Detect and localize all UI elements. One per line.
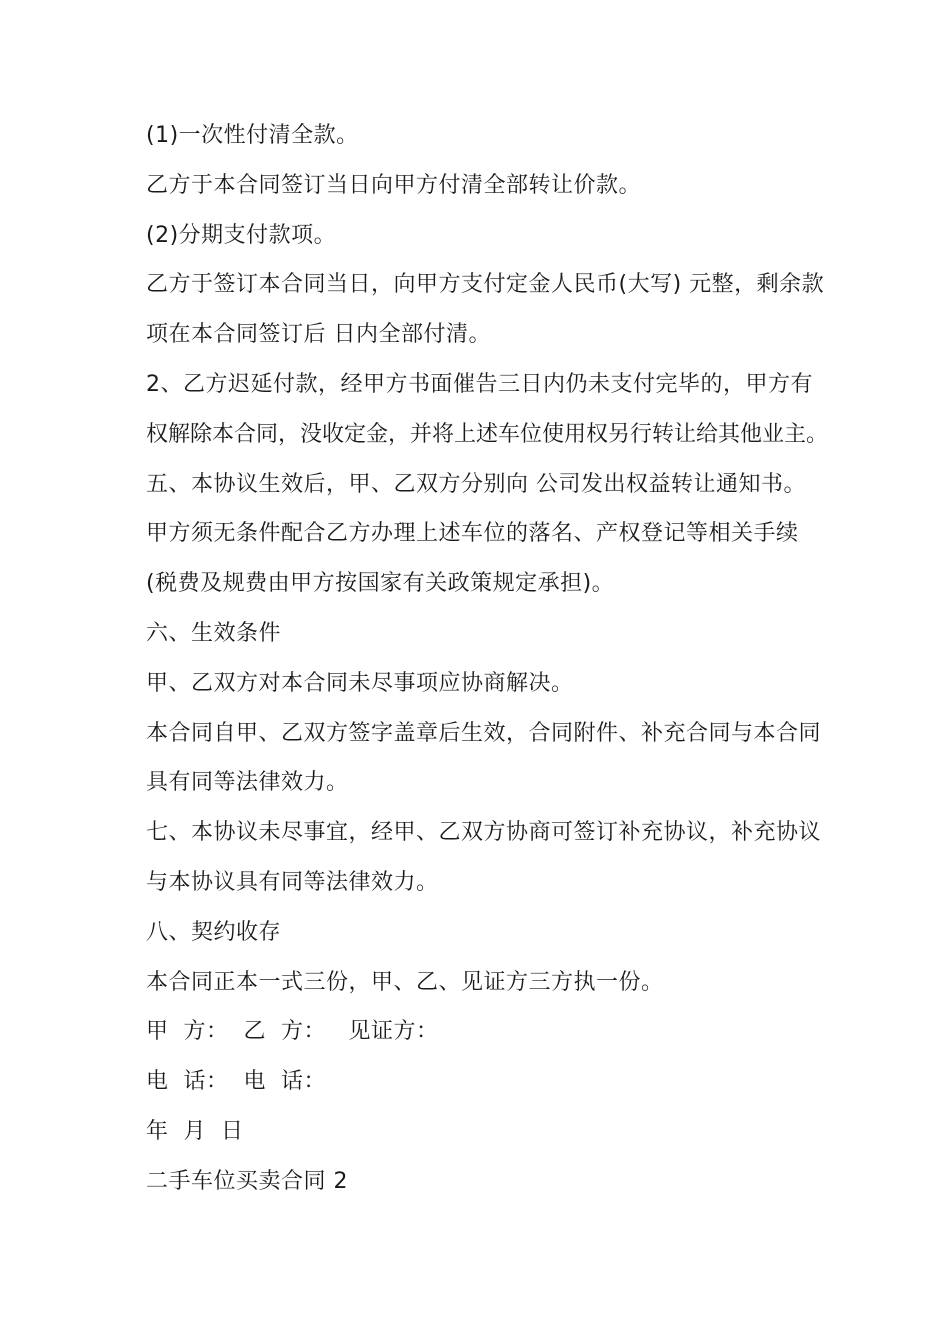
section-eight-detail: 本合同正本一式三份，甲、乙、见证方三方执一份。 <box>146 969 664 995</box>
clause-payment-option-2-detail-2: 项在本合同签订后 日内全部付清。 <box>146 322 491 348</box>
signature-phones: 电 话： 电 话： <box>146 1069 326 1095</box>
document-body <box>146 116 846 1212</box>
section-six-detail-2: 本合同自甲、乙双方签字盖章后生效，合同附件、补充合同与本合同 <box>146 720 822 746</box>
section-seven-heading: 七、本协议未尽事宜，经甲、乙双方协商可签订补充协议，补充协议 <box>146 820 822 846</box>
section-eight-heading: 八、契约收存 <box>146 919 282 945</box>
section-five-heading: 五、本协议生效后，甲、乙双方分别向 公司发出权益转让通知书。 <box>146 471 806 497</box>
clause-payment-option-2-detail-1: 乙方于签订本合同当日，向甲方支付定金人民币(大写) 元整，剩余款 <box>146 272 825 298</box>
clause-late-payment-2: 权解除本合同，没收定金，并将上述车位使用权另行转让给其他业主。 <box>146 421 829 447</box>
section-five-detail-2: (税费及规费由甲方按国家有关政策规定承担)。 <box>146 571 615 597</box>
signature-parties: 甲 方： 乙 方： 见证方： <box>146 1019 439 1045</box>
section-five-detail-1: 甲方须无条件配合乙方办理上述车位的落名、产权登记等相关手续 <box>146 521 799 547</box>
clause-late-payment-1: 2、乙方迟延付款，经甲方书面催告三日内仍未支付完毕的，甲方有 <box>146 371 813 397</box>
section-seven-detail: 与本协议具有同等法律效力。 <box>146 869 439 895</box>
section-six-detail-1: 甲、乙双方对本合同未尽事项应协商解决。 <box>146 670 574 696</box>
section-six-heading: 六、生效条件 <box>146 620 282 646</box>
clause-payment-option-1: (1)一次性付清全款。 <box>146 123 359 148</box>
section-six-detail-3: 具有同等法律效力。 <box>146 770 349 796</box>
clause-payment-option-1-detail: 乙方于本合同签订当日向甲方付清全部转让价款。 <box>146 172 642 198</box>
next-contract-title: 二手车位买卖合同 2 <box>146 1168 348 1194</box>
clause-payment-option-2: (2)分期支付款项。 <box>146 222 337 248</box>
signature-date: 年 月 日 <box>146 1118 244 1144</box>
